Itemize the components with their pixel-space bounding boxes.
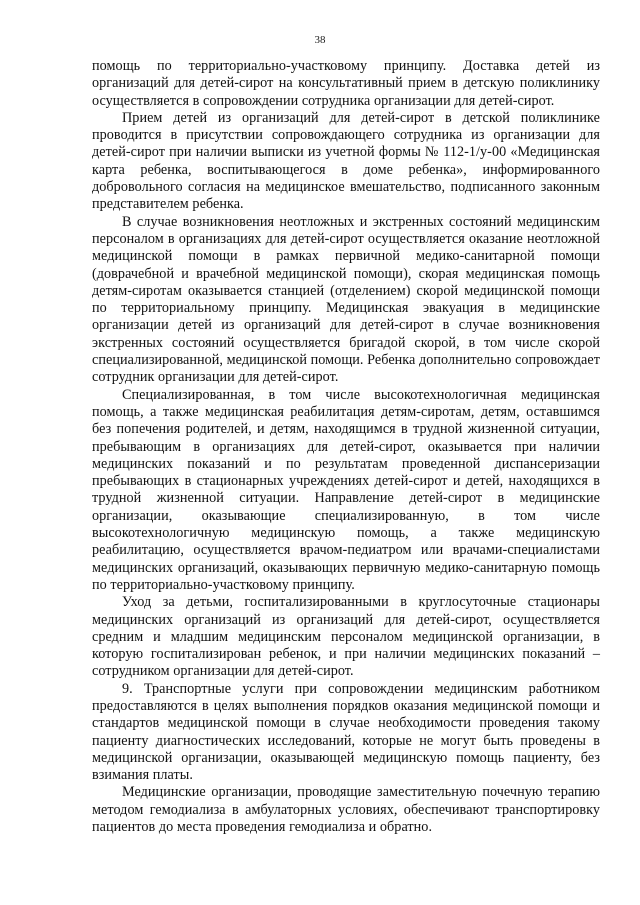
paragraph-specialized-care: Специализированная, в том числе высокотехнологичная медицинская помощь, а также медицинская реабилитация детям-сиротам, детям, оставшимся без попечения родителей, и детям, находящимся в трудной жизненной ситуации, пребывающим в организациях для детей-сирот, оказывается при наличии медицинских показаний и по результатам проведенной диспансеризации пребывающих в стационарных учреждениях детей-сирот и детей, находящихся в трудной жизненной ситуации. Направление детей-сирот в медицинские организации, оказывающие специализированную, в том числе высокотехнологичную медицинскую помощь, а также медицинскую реабилитацию, осуществляется врачом-педиатром или врачами-специалистами медицинских организаций, оказывающих первичную медико-санитарную помощь по территориально-участковому принципу. — [92, 386, 600, 593]
paragraph-hospital-care: Уход за детьми, госпитализированными в круглосуточные стационары медицинских организаций из организаций для детей-сирот, осуществляется средним и младшим медицинским персоналом медицинской организации, в которую госпитализирован ребенок, и при наличии медицинских показаний – сотрудником организации для детей-сирот. — [92, 594, 600, 680]
paragraph-emergency-care: В случае возникновения неотложных и экстренных состояний медицинским персоналом в организациях для детей-сирот осуществляется оказание неотложной медицинской помощи в рамках первичной медико-санитарной помощи (доврачебной и врачебной медицинской помощи), скорая медицинская помощь детям-сиротам оказывается станцией (отделением) скорой медицинской помощи по территориальному принципу. Медицинская эвакуация в медицинские организации детей из организаций для детей-сирот в случае возникновения экстренных состояний осуществляется бригадой скорой, в том числе скорой специализированной, медицинской помощи. Ребенка дополнительно сопровождает сотрудник организации для детей-сирот. — [92, 213, 600, 386]
paragraph-reception-of-children: Прием детей из организаций для детей-сирот в детской поликлинике проводится в присутствии сопровождающего сотрудника из организации для детей-сирот при наличии выписки из учетной формы № 112-1/у-00 «Медицинская карта ребенка, воспитывающегося в доме ребенка», информированного добровольного согласия на медицинское вмешательство, подписанного законным представителем ребенка. — [92, 109, 600, 213]
paragraph-transport-services: 9. Транспортные услуги при сопровождении медицинским работником предоставляются в целях выполнения порядков оказания медицинской помощи и стандартов медицинской помощи в случае необходимости проведения такому пациенту диагностических исследований, которые не могут быть проведены в медицинской организации, оказывающей медицинскую помощь пациенту, без взимания платы. — [92, 680, 600, 784]
paragraph-hemodialysis-transport: Медицинские организации, проводящие заместительную почечную терапию методом гемодиализа в амбулаторных условиях, обеспечивают транспортировку пациентов до места проведения гемодиализа и обратно. — [92, 784, 600, 836]
document-body — [92, 58, 600, 836]
paragraph-continuation: помощь по территориально-участковому принципу. Доставка детей из организаций для детей-сирот на консультативный прием в детскую поликлинику осуществляется в сопровождении сотрудника организации для детей-сирот. — [92, 58, 600, 109]
page-number: 38 — [314, 34, 326, 46]
